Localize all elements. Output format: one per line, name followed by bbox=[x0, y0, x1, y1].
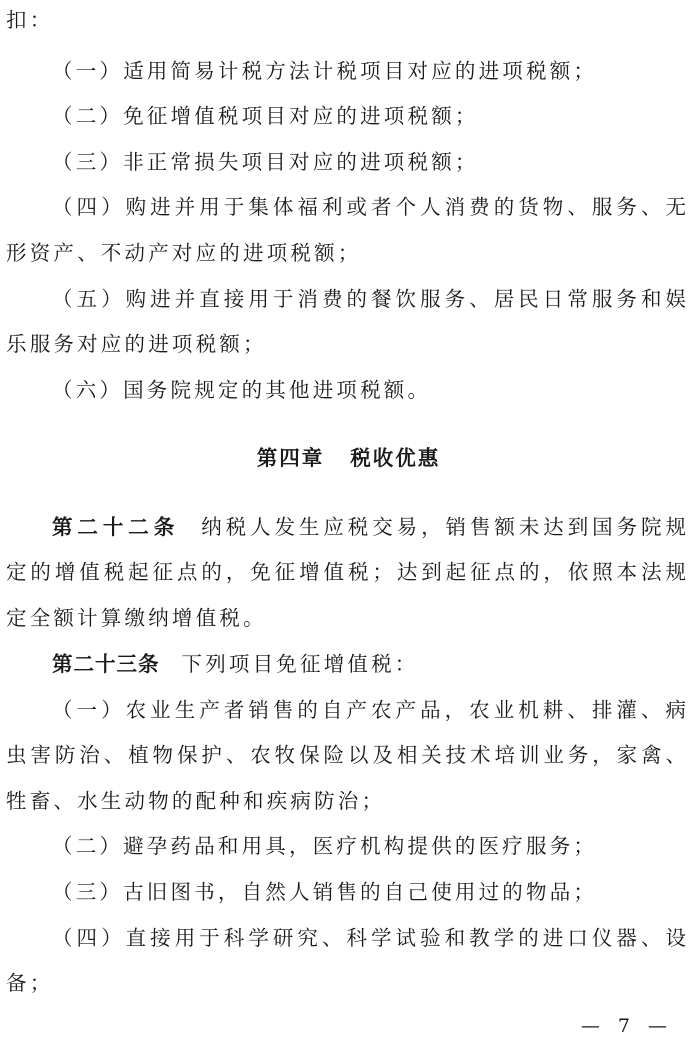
article-text: 纳税人发生应税交易，销售额未达到国务院规 bbox=[201, 515, 686, 539]
list-item: （四）直接用于科学研究、科学试验和教学的进口仪器、设 bbox=[52, 926, 686, 950]
article-label: 第二十三条 bbox=[52, 652, 160, 676]
text-line: 定全额计算缴纳增值税。 bbox=[6, 606, 267, 630]
text-line: 备； bbox=[6, 971, 54, 995]
text-line: 形资产、不动产对应的进项税额； bbox=[6, 241, 362, 265]
article-label: 第二十二条 bbox=[52, 515, 180, 539]
text-line: 定的增值税起征点的，免征增值税；达到起征点的，依照本法规 bbox=[6, 560, 686, 584]
list-item: （四）购进并用于集体福利或者个人消费的货物、服务、无 bbox=[52, 195, 686, 219]
list-item: （一）适用简易计税方法计税项目对应的进项税额； bbox=[52, 59, 598, 83]
text-line: 乐服务对应的进项税额； bbox=[6, 332, 267, 356]
text-line: 虫害防治、植物保护、农牧保险以及相关技术培训业务，家禽、 bbox=[6, 743, 686, 767]
text-line: 扣： bbox=[6, 8, 54, 32]
list-item: （一）农业生产者销售的自产农产品，农业机耕、排灌、病 bbox=[52, 698, 686, 722]
list-item: （五）购进并直接用于消费的餐饮服务、居民日常服务和娱 bbox=[52, 287, 686, 311]
chapter-number: 第四章 bbox=[256, 446, 325, 470]
list-item: （三）古旧图书，自然人销售的自己使用过的物品； bbox=[52, 880, 598, 904]
article-23-paragraph bbox=[6, 650, 686, 678]
list-item: （三）非正常损失项目对应的进项税额； bbox=[52, 150, 479, 174]
list-item: （二）避孕药品和用具，医疗机构提供的医疗服务； bbox=[52, 834, 598, 858]
list-item: （六）国务院规定的其他进项税额。 bbox=[52, 378, 432, 402]
page-number: — 7 — bbox=[580, 1015, 673, 1037]
list-item: （二）免征增值税项目对应的进项税额； bbox=[52, 104, 479, 128]
text-line: 牲畜、水生动物的配种和疾病防治； bbox=[6, 789, 386, 813]
chapter-heading bbox=[0, 444, 697, 472]
chapter-title: 税收优惠 bbox=[350, 446, 441, 470]
article-text: 下列项目免征增值税： bbox=[181, 652, 419, 676]
article-22-paragraph bbox=[6, 513, 686, 541]
